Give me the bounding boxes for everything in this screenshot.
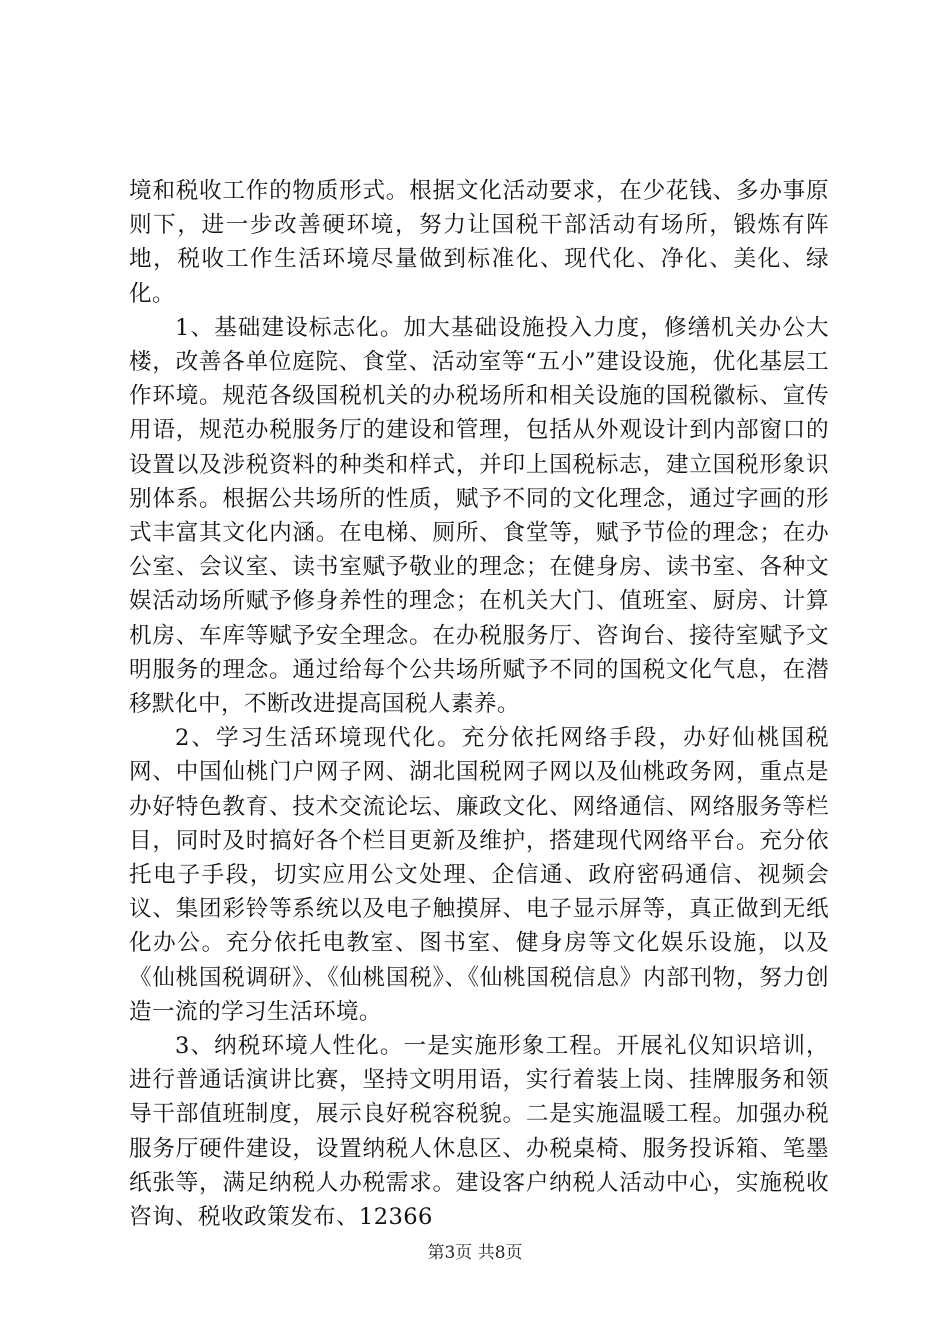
paragraph-infrastructure: 1、基础建设标志化。加大基础设施投入力度，修缮机关办公大楼，改善各单位庭院、食堂、活动室等“五小”建设设施，优化基层工作环境。规范各级国税机关的办税场所和相关设施的国税徽标、宣传用语，规范办税服务厅的建设和管理，包括从外观设计到内部窗口的设置以及涉税资料的种类和样式，并印上国税标志，建立国税形象识别体系。根据公共场所的性质，赋予不同的文化理念，通过字画的形式丰富其文化内涵。在电梯、厕所、食堂等，赋予节俭的理念；在办公室、会议室、读书室赋予敬业的理念；在健身房、读书室、各种文娱活动场所赋予修身养性的理念；在机关大门、值班室、厨房、计算机房、车库等赋予安全理念。在办税服务厅、咨询台、接待室赋予文明服务的理念。通过给每个公共场所赋予不同的国税文化气息，在潜移默化中，不断改进提高国税人素养。 [129,314,829,718]
document-body [129,174,829,1234]
page-footer: 第3页 共8页 [427,1243,523,1263]
paragraph-continuation: 境和税收工作的物质形式。根据文化活动要求，在少花钱、多办事原则下，进一步改善硬环境，努力让国税干部活动有场所，锻炼有阵地，税收工作生活环境尽量做到标准化、现代化、净化、美化、绿化。 [129,178,829,307]
paragraph-tax-environment: 3、纳税环境人性化。一是实施形象工程。开展礼仪知识培训，进行普通话演讲比赛，坚持文明用语，实行着装上岗、挂牌服务和领导干部值班制度，展示良好税容税貌。二是实施温暖工程。加强办税服务厅硬件建设，设置纳税人休息区、办税桌椅、服务投诉箱、笔墨纸张等，满足纳税人办税需求。建设客户纳税人活动中心，实施税收咨询、税收政策发布、12366 [129,1033,829,1231]
paragraph-learning-environment: 2、学习生活环境现代化。充分依托网络手段，办好仙桃国税网、中国仙桃门户网子网、湖北国税网子网以及仙桃政务网，重点是办好特色教育、技术交流论坛、廉政文化、网络通信、网络服务等栏目，同时及时搞好各个栏目更新及维护，搭建现代网络平台。充分依托电子手段，切实应用公文处理、企信通、政府密码通信、视频会议、集团彩铃等系统以及电子触摸屏、电子显示屏等，真正做到无纸化办公。充分依托电教室、图书室、健身房等文化娱乐设施，以及《仙桃国税调研》、《仙桃国税》、《仙桃国税信息》内部刊物，努力创造一流的学习生活环境。 [129,725,829,1025]
